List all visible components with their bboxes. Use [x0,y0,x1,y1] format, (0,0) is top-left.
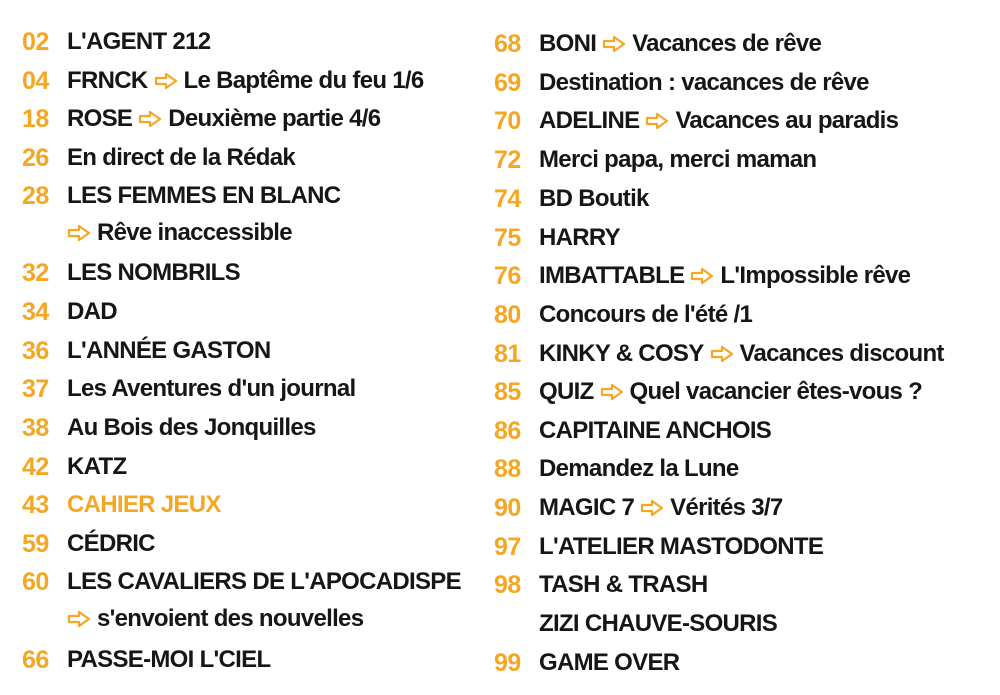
entry-title: FRNCK Le Baptême du feu 1/6 [67,67,424,94]
outline-right-arrow-icon [645,112,669,130]
page-number: 76 [494,262,521,290]
entry-title: LES CAVALIERS DE L'APOCADISPE [67,568,461,595]
entry-title: BD Boutik [539,185,649,212]
entry-title: CÉDRIC [67,530,155,557]
entry-title: L'ANNÉE GASTON [67,337,271,364]
entry-title: Au Bois des Jonquilles [67,414,316,441]
page-number: 68 [494,30,521,58]
entry-title: Merci papa, merci maman [539,146,817,173]
entry-subtitle: s'envoient des nouvelles [67,602,363,636]
page-number: 72 [494,146,521,174]
page-number: 04 [22,67,49,95]
entry-title: BONI Vacances de rêve [539,30,822,57]
page-number: 37 [22,375,49,403]
page-number: 59 [22,530,49,558]
entry-title: GAME OVER [539,649,680,676]
entry-title: TASH & TRASH [539,571,708,598]
entry-subtitle: L'Impossible rêve [720,262,911,289]
entry-title: CAPITAINE ANCHOIS [539,417,772,444]
page-number: 75 [494,224,521,252]
entry-title: HARRY [539,224,620,251]
page-number: 28 [22,182,49,210]
page-number: 86 [494,417,521,445]
entry-title: MAGIC 7 Vérités 3/7 [539,494,783,521]
entry-subtitle: Deuxième partie 4/6 [168,105,381,132]
page-number: 88 [494,455,521,483]
page-number: 97 [494,533,521,561]
entry-title: QUIZ Quel vacancier êtes-vous ? [539,378,923,405]
page-number: 32 [22,259,49,287]
page-number: 99 [494,649,521,677]
page-number: 18 [22,105,49,133]
page-number: 80 [494,301,521,329]
outline-right-arrow-icon [710,345,734,363]
page-number: 02 [22,28,49,56]
entry-title: ROSE Deuxième partie 4/6 [67,105,381,132]
page-number: 74 [494,185,521,213]
entry-title: Destination : vacances de rêve [539,69,869,96]
entry-title: En direct de la Rédak [67,144,296,171]
entry-subtitle: Vacances de rêve [632,30,822,57]
page-number: 26 [22,144,49,172]
page-number: 42 [22,453,49,481]
entry-subtitle: Le Baptême du feu 1/6 [183,67,424,94]
page-number: 60 [22,568,49,596]
page-number: 38 [22,414,49,442]
entry-title: LES FEMMES EN BLANC [67,182,341,209]
entry-subtitle: Vacances au paradis [675,107,899,134]
page-number: 36 [22,337,49,365]
page-number: 66 [22,646,49,674]
page-number: 81 [494,340,521,368]
outline-right-arrow-icon [640,499,664,517]
outline-right-arrow-icon [154,72,178,90]
outline-right-arrow-icon [602,35,626,53]
page-number: 34 [22,298,49,326]
outline-right-arrow-icon [67,610,91,628]
page-number: 69 [494,69,521,97]
entry-title: IMBATTABLE L'Impossible rêve [539,262,911,289]
entry-title: KINKY & COSY Vacances discount [539,340,944,367]
entry-title: Les Aventures d'un journal [67,375,356,402]
outline-right-arrow-icon [138,110,162,128]
outline-right-arrow-icon [67,224,91,242]
page-number: 98 [494,571,521,599]
page-number: 85 [494,378,521,406]
entry-title: DAD [67,298,117,325]
entry-subtitle: Rêve inaccessible [67,216,292,250]
outline-right-arrow-icon [690,267,714,285]
entry-title: L'ATELIER MASTODONTE [539,533,824,560]
entry-title: ZIZI CHAUVE-SOURIS [539,610,778,637]
page-number: 70 [494,107,521,135]
entry-title: KATZ [67,453,127,480]
entry-title: Concours de l'été /1 [539,301,753,328]
outline-right-arrow-icon [600,383,624,401]
entry-subtitle: Quel vacancier êtes-vous ? [629,378,923,405]
entry-subtitle: Vacances discount [739,340,944,367]
entry-title: L'AGENT 212 [67,28,211,55]
page-number: 90 [494,494,521,522]
entry-subtitle: Vérités 3/7 [670,494,783,521]
entry-title: PASSE-MOI L'CIEL [67,646,271,673]
page-number: 43 [22,491,49,519]
entry-title: LES NOMBRILS [67,259,240,286]
entry-title: ADELINE Vacances au paradis [539,107,899,134]
entry-title: CAHIER JEUX [67,491,221,518]
entry-title: Demandez la Lune [539,455,739,482]
